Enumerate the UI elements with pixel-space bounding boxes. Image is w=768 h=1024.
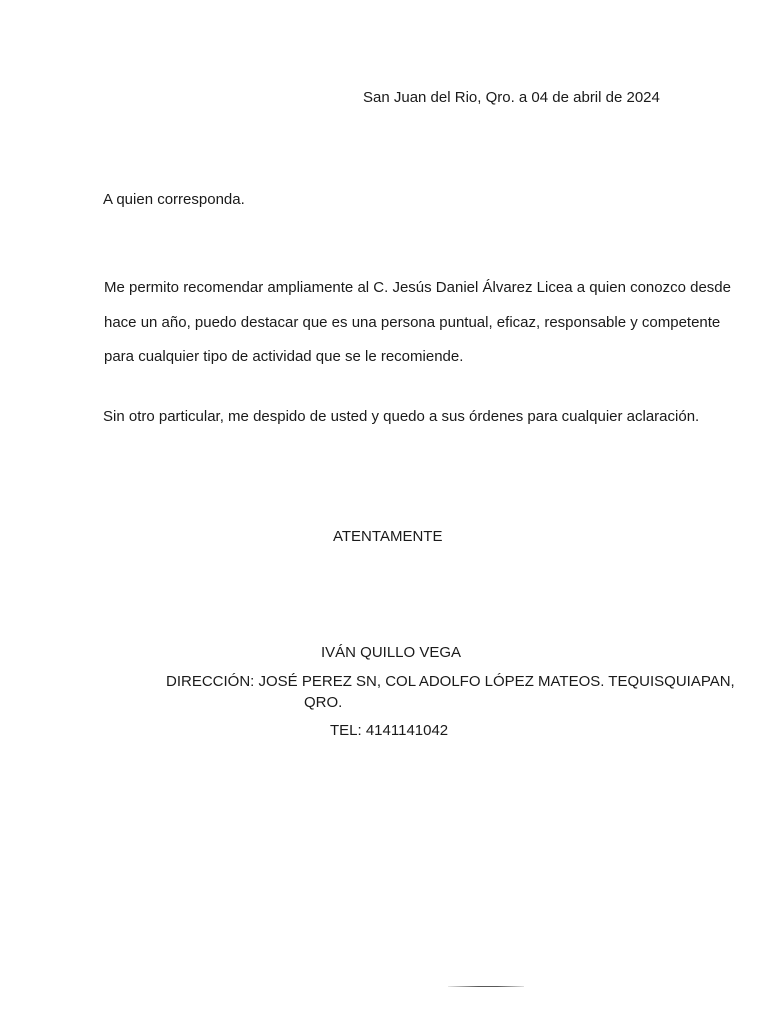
farewell: ATENTAMENTE	[333, 528, 443, 545]
paragraph-line: Me permito recomendar ampliamente al C. Jesús Daniel Álvarez Licea a quien conozco desde	[104, 279, 731, 296]
signer-address-line: QRO.	[304, 694, 343, 711]
signer-phone: TEL: 4141141042	[330, 722, 449, 739]
greeting: A quien corresponda.	[103, 191, 245, 208]
signer-address-line: DIRECCIÓN: JOSÉ PEREZ SN, COL ADOLFO LÓPEZ MATEOS. TEQUISQUIAPAN,	[166, 673, 735, 690]
faint-line-mark	[448, 986, 524, 987]
paragraph-line: hace un año, puedo destacar que es una persona puntual, eficaz, responsable y competente	[104, 314, 721, 331]
signer-name: IVÁN QUILLO VEGA	[321, 644, 462, 661]
paragraph-line: para cualquier tipo de actividad que se le recomiende.	[104, 348, 464, 365]
date-line: San Juan del Rio, Qro. a 04 de abril de 2024	[363, 89, 660, 106]
closing-paragraph: Sin otro particular, me despido de usted y quedo a sus órdenes para cualquier aclaración.	[103, 408, 700, 425]
